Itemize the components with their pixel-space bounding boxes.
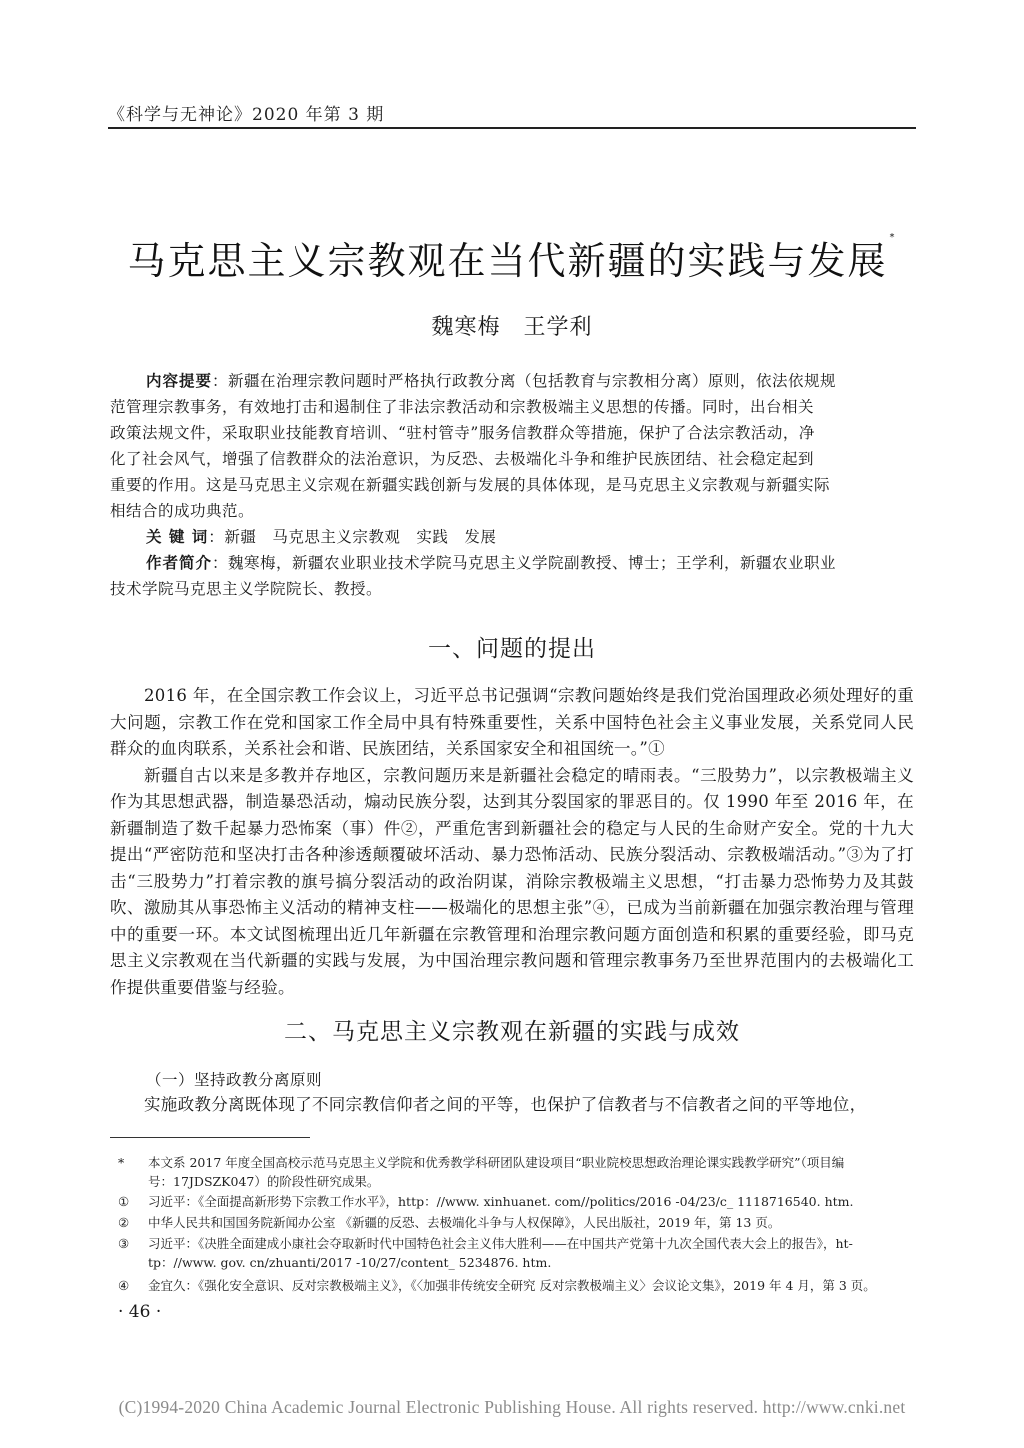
footnote [118, 1153, 914, 1191]
footnote-mark: ② [118, 1215, 130, 1230]
footnote-text: 金宜久：《强化安全意识、反对宗教极端主义》，《〈加强非传统安全研究 反对宗教极端主义〉会议论文集》，2019 年 4 月，第 3 页。 [148, 1278, 876, 1293]
abstract-line: 重要的作用。这是马克思主义宗观在新疆实践创新与发展的具体体现，是马克思主义宗教观与新疆实际 [110, 476, 831, 494]
footnote [118, 1192, 914, 1211]
section-heading-1: 一、问题的提出 [428, 636, 596, 662]
abstract-line: 范管理宗教事务，有效地打击和遏制住了非法宗教活动和宗教极端主义思想的传播。同时，出台相关 [110, 398, 815, 416]
author-bio-label: 作者简介 [146, 554, 213, 572]
footnote-rule [110, 1137, 310, 1138]
author-bio-line: 技术学院马克思主义学院院长、教授。 [110, 580, 383, 598]
footnote-text: 本文系 2017 年度全国高校示范马克思主义学院和优秀教学科研团队建设项目“职业院校思想政治理论课实践教学研究”（项目编 [148, 1155, 845, 1170]
keywords-label: 关 键 词 [146, 528, 209, 546]
footnote-mark: ④ [118, 1278, 130, 1293]
section-heading-2: 二、马克思主义宗教观在新疆的实践与成效 [284, 1019, 740, 1045]
footnote [118, 1234, 914, 1272]
abstract-line: 新疆在治理宗教问题时严格执行政教分离（包括教育与宗教相分离）原则，依法依规规 [228, 372, 837, 390]
abstract-line: 化了社会风气，增强了信教群众的法治意识，为反恐、去极端化斗争和维护民族团结、社会稳定起到 [110, 450, 815, 468]
footnote [118, 1276, 914, 1295]
authors: 魏寒梅 王学利 [431, 315, 593, 340]
title-note-mark: * [889, 232, 897, 243]
copyright-notice: (C)1994-2020 China Academic Journal Electronic Publishing House. All rights reserved. http://www.cnki.net [118, 1397, 906, 1417]
title-text: 马克思主义宗教观在当代新疆的实践与发展 [127, 239, 888, 283]
section-2-body [110, 1092, 914, 1119]
keywords-text: 新疆 马克思主义宗教观 实践 发展 [224, 528, 497, 546]
section-1-body [110, 683, 914, 1001]
paragraph: 实施政教分离既体现了不同宗教信仰者之间的平等，也保护了信教者与不信教者之间的平等地位， [144, 1095, 867, 1114]
abstract-label: 内容提要 [146, 372, 213, 390]
abstract-line: 相结合的成功典范。 [110, 502, 255, 520]
article-title [108, 230, 916, 285]
paragraph: 2016 年，在全国宗教工作会议上，习近平总书记强调“宗教问题始终是我们党治国理政必须处理好的重大问题，宗教工作在党和国家工作全局中具有特殊重要性，关系中国特色社会主义事业发展，关系党同人民群众的血肉联系，关系社会和谐、民族团结，关系国家安全和祖国统一。”① [110, 686, 914, 758]
keywords: 关 键 词：新疆 马克思主义宗教观 实践 发展 [146, 528, 497, 546]
subsection-heading: （一）坚持政教分离原则 [146, 1071, 323, 1089]
footnote-text: tp：//www. gov. cn/zhuanti/2017 -10/27/content_ 5234876. htm. [148, 1255, 552, 1270]
abstract-line: 政策法规文件，采取职业技能教育培训、“驻村管寺”服务信教群众等措施，保护了合法宗教活动，净 [110, 424, 815, 442]
paragraph: 新疆自古以来是多教并存地区，宗教问题历来是新疆社会稳定的晴雨表。“三股势力”，以宗教极端主义作为其思想武器，制造暴恐活动，煽动民族分裂，达到其分裂国家的罪恶目的。仅 1990 年至 2016 年，在新疆制造了数千起暴力恐怖案（事）件②，严重危害到新疆社会的稳定与人民的生命财产安全。党的十九大提出“严密防范和坚决打击各种渗透颠覆破坏活动、暴力恐怖活动、民族分裂活动、宗教极端活动。”③为了打击“三股势力”打着宗教的旗号搞分裂活动的政治阴谋，消除宗教极端主义思想，“打击暴力恐怖势力及其鼓吹、激励其从事恐怖主义活动的精神支柱——极端化的思想主张”④，已成为当前新疆在加强宗教治理与管理中的重要一环。本文试图梳理出近几年新疆在宗教管理和治理宗教问题方面创造和积累的重要经验，即马克思主义宗教观在当代新疆的实践与发展，为中国治理宗教问题和管理宗教事务乃至世界范围内的去极端化工作提供重要借鉴与经验。 [110, 765, 914, 997]
footnote-text: 号：17JDSZK047）的阶段性研究成果。 [148, 1174, 380, 1189]
footnote-mark: ① [118, 1194, 130, 1209]
header-rule [108, 127, 916, 129]
footnote-mark: * [118, 1155, 125, 1170]
footnote-text: 习近平：《决胜全面建成小康社会夺取新时代中国特色社会主义伟大胜利——在中国共产党第十九次全国代表大会上的报告》，ht- [148, 1236, 853, 1251]
author-bio-line: 魏寒梅，新疆农业职业技术学院马克思主义学院副教授、博士；王学利，新疆农业职业 [228, 554, 837, 572]
page-number: · 46 · [118, 1302, 162, 1322]
author-bio: 作者简介：魏寒梅，新疆农业职业技术学院马克思主义学院副教授、博士；王学利，新疆农业职业 技术学院马克思主义学院院长、教授。 [110, 550, 914, 602]
journal-header: 《科学与无神论》2020 年第 3 期 [108, 105, 385, 125]
footnote [118, 1213, 914, 1232]
footnote-mark: ③ [118, 1236, 130, 1251]
footnote-text: 习近平：《全面提高新形势下宗教工作水平》，http：//www. xinhuanet. com//politics/2016 -04/23/c_ 1118716540. htm. [148, 1194, 854, 1209]
footnote-text: 中华人民共和国国务院新闻办公室 《新疆的反恐、去极端化斗争与人权保障》，人民出版社，2019 年，第 13 页。 [148, 1215, 781, 1230]
abstract: 内容提要：新疆在治理宗教问题时严格执行政教分离（包括教育与宗教相分离）原则，依法依规规 范管理宗教事务，有效地打击和遏制住了非法宗教活动和宗教极端主义思想的传播。同时，出台相关 政策法规文件，采取职业技能教育培训、“驻村管寺”服务信教群众等措施，保护了合法宗教活动，净 化了社会风气，增强了信教群众的法治意识，为反恐、去极端化斗争和维护民族团结、社会稳定起到 重要的作用。这是马克思主义宗观在新疆实践创新与发展的具体体现，是马克思主义宗教观与新疆实际 相结合的成功典范。 [110, 368, 914, 524]
